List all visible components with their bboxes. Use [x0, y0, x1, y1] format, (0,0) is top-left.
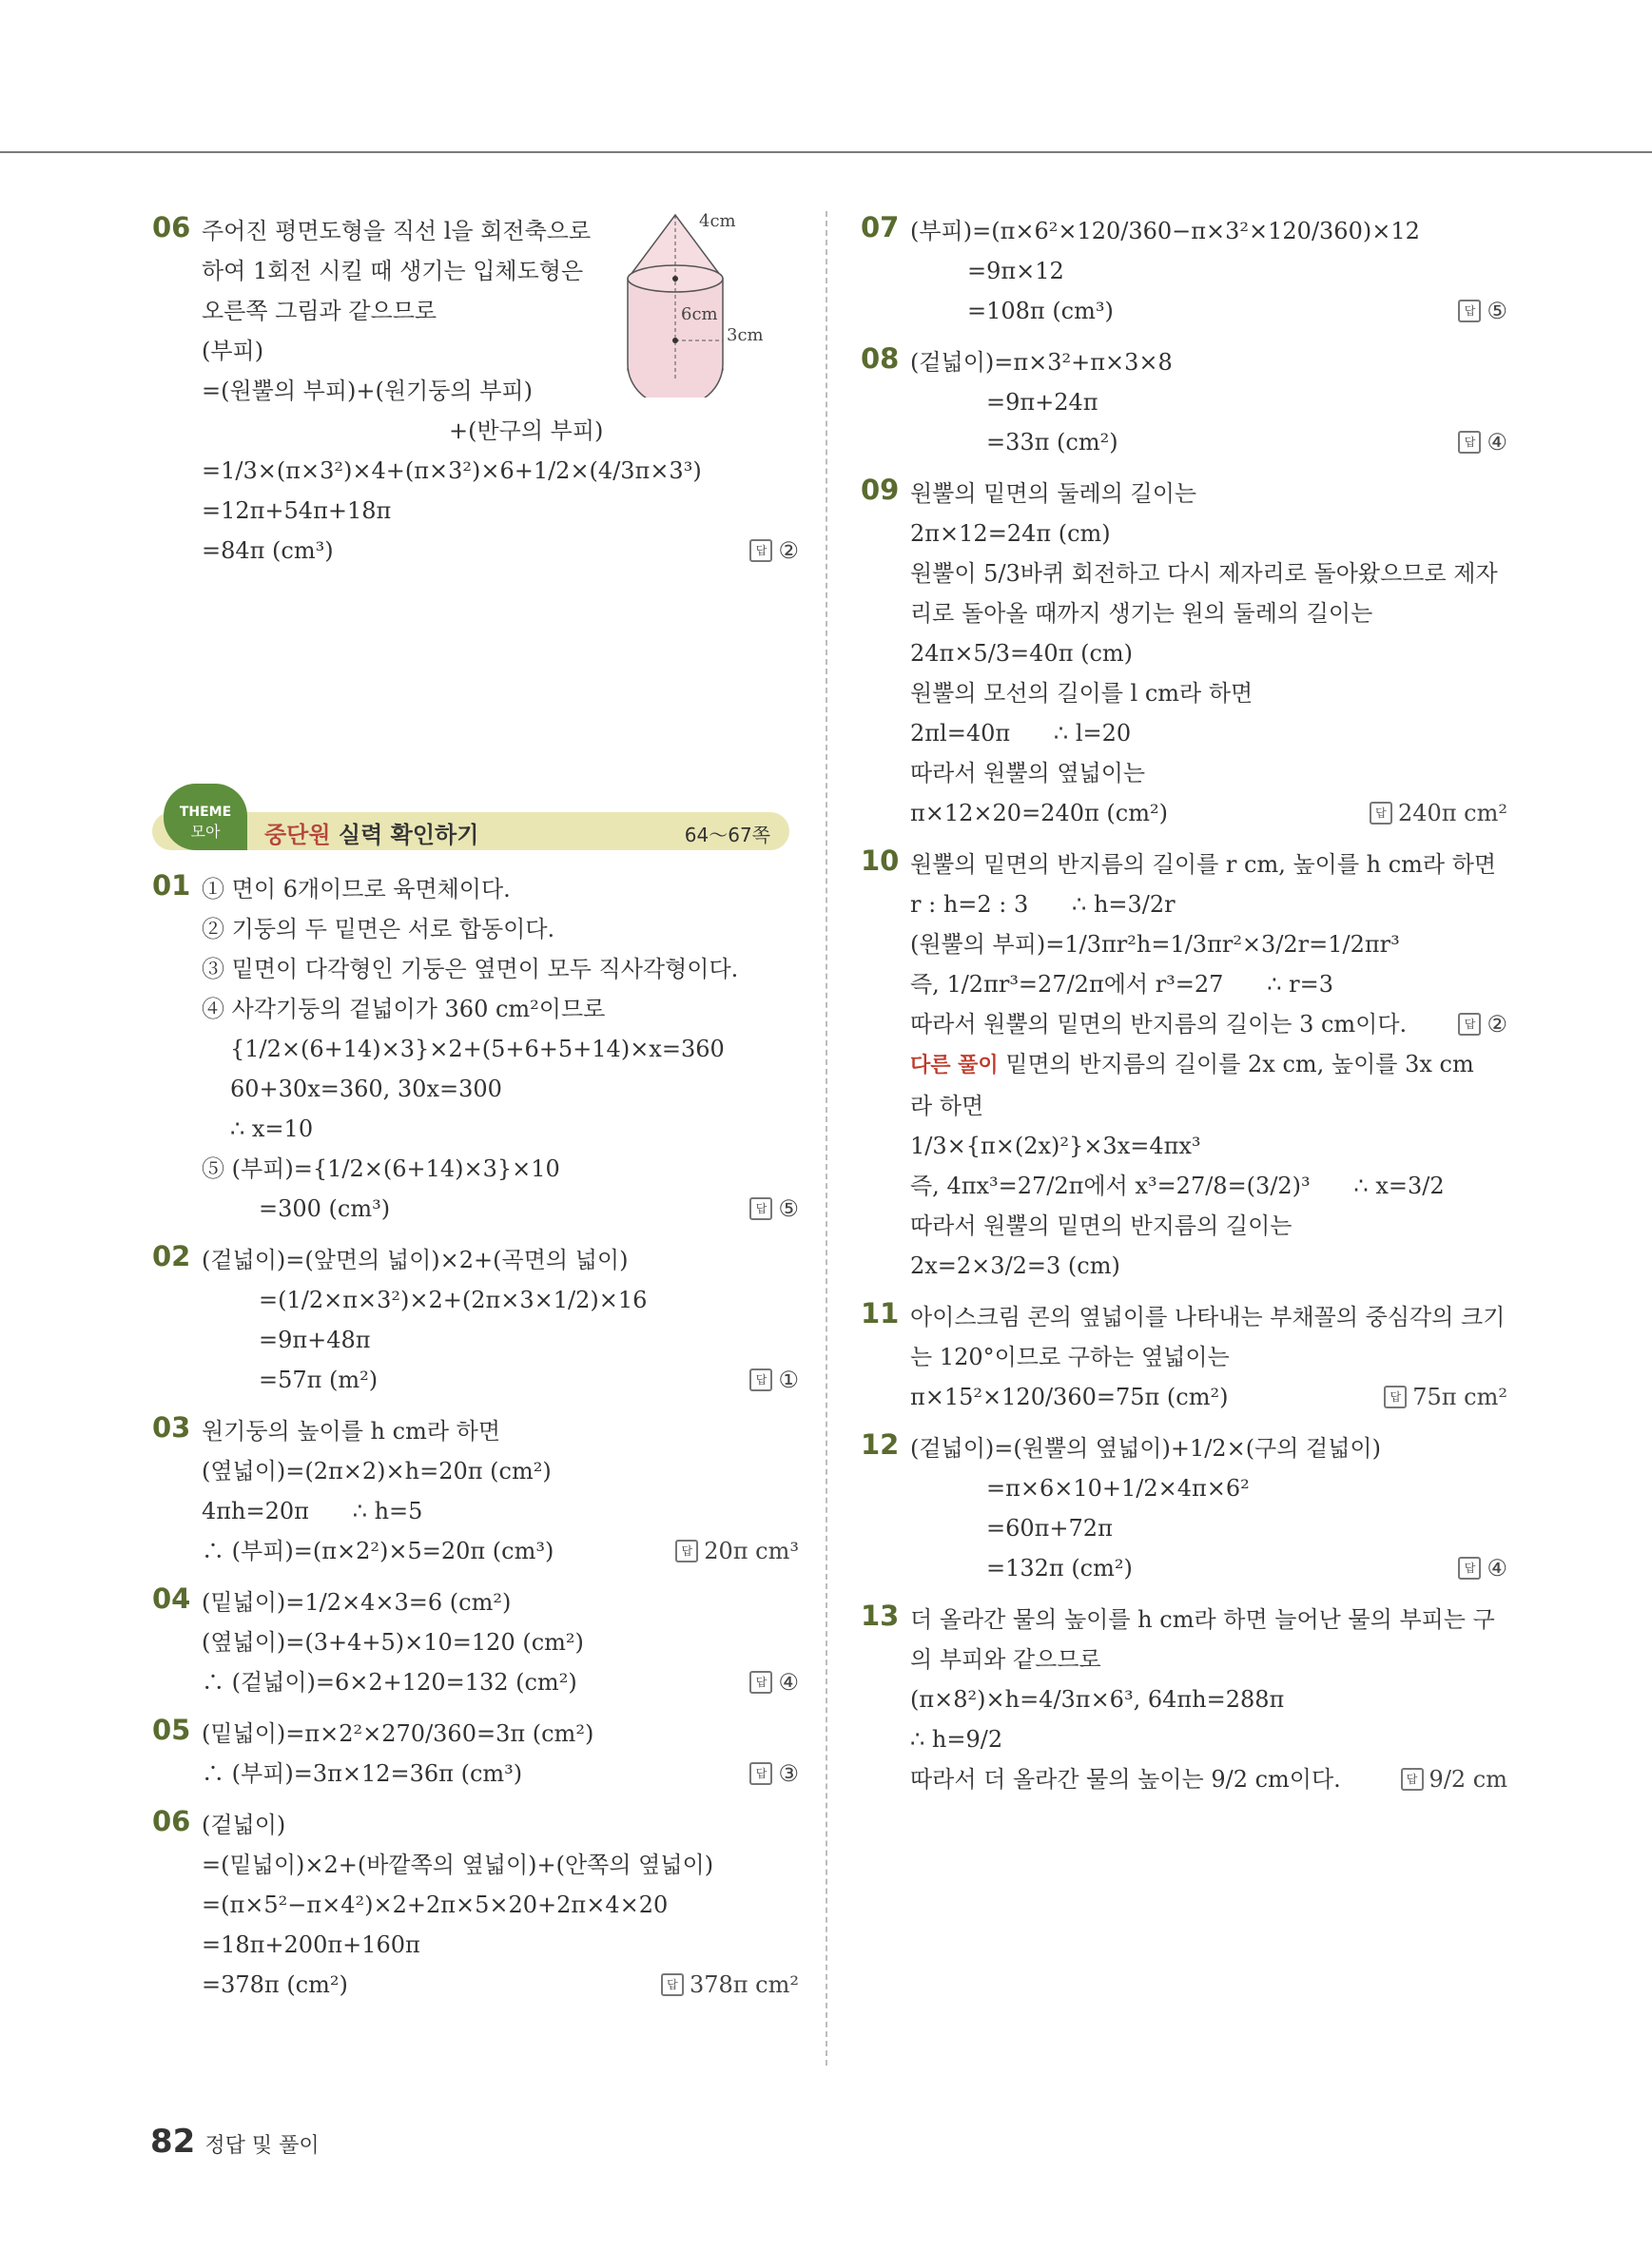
solution-line: 따라서 더 올라간 물의 높이는 9/2 cm이다.	[910, 1766, 1341, 1793]
alt-solution-label: 다른 풀이	[910, 1054, 999, 1077]
figure-label-top: 4cm	[699, 211, 736, 231]
solution-line: 라 하면	[910, 1093, 984, 1119]
alt-solution-line	[910, 1044, 1507, 1086]
answer-icon: 답	[1384, 1386, 1407, 1408]
problem-number: 13	[861, 1600, 900, 1632]
solution-line: 더 올라간 물의 높이를 h cm라 하면 늘어난 물의 부피는 구	[910, 1606, 1495, 1633]
problem-number: 02	[152, 1240, 191, 1272]
answer-icon: 답	[1458, 300, 1481, 322]
solution-line: ① 면이 6개이므로 육면체이다.	[202, 876, 511, 902]
solution-line: 원기둥의 높이를 h cm라 하면	[202, 1418, 501, 1445]
theme-badge-top: THEME	[179, 805, 232, 820]
problem-03	[152, 1411, 799, 1571]
problem-01	[152, 869, 799, 1229]
problem-number: 06	[152, 211, 191, 243]
solution-line: =108π (cm³)	[967, 298, 1114, 324]
answer-icon: 답	[749, 1368, 772, 1391]
problem-09	[861, 474, 1507, 833]
answer-icon: 답	[1401, 1768, 1424, 1791]
solution-line: (밑넓이)=π×2²×270/360=3π (cm²)	[202, 1720, 594, 1747]
answer	[1458, 298, 1507, 324]
solution-line: 오른쪽 그림과 같으므로	[202, 298, 437, 324]
solution-line: +(반구의 부피)	[449, 417, 604, 444]
solution-line: (겉넓이)	[202, 1812, 286, 1838]
problem-number: 12	[861, 1428, 900, 1461]
solution-line: =378π (cm²)	[202, 1971, 348, 1998]
solution-line: ∴ x=10	[230, 1116, 314, 1142]
answer-value: ④	[1487, 429, 1507, 456]
problem-number: 09	[861, 474, 900, 506]
solution-line: π×12×20=240π (cm²)	[910, 800, 1168, 826]
solution-line: =18π+200π+160π	[202, 1931, 420, 1958]
solution-line: 4πh=20π ∴ h=5	[202, 1498, 423, 1524]
solution-line: =132π (cm²)	[986, 1555, 1133, 1582]
solution-line: 원뿔의 밑면의 반지름의 길이를 r cm, 높이를 h cm라 하면	[910, 851, 1497, 878]
solution-line: =(원뿔의 부피)+(원기둥의 부피)	[202, 378, 533, 404]
solution-line: π×15²×120/360=75π (cm²)	[910, 1384, 1229, 1410]
answer	[749, 1367, 799, 1393]
page-footer	[150, 2123, 320, 2161]
alt-solution-text: 밑면의 반지름의 길이를 2x cm, 높이를 3x cm	[1005, 1051, 1474, 1077]
problem-06-top	[152, 211, 799, 611]
problem-number: 08	[861, 342, 900, 375]
answer	[1401, 1766, 1507, 1793]
solution-line: 의 부피와 같으므로	[910, 1646, 1101, 1673]
problem-08	[861, 342, 1507, 462]
solution-line: =1/3×(π×3²)×4+(π×3²)×6+1/2×(4/3π×3³)	[202, 457, 702, 484]
problem-number: 07	[861, 211, 900, 243]
solution-line: ∴ (부피)=(π×2²)×5=20π (cm³)	[202, 1538, 554, 1564]
problem-06	[152, 1805, 799, 2005]
solution-line: 1/3×{π×(2x)²}×3x=4πx³	[910, 1133, 1201, 1159]
solution-line: (옆넓이)=(3+4+5)×10=120 (cm²)	[202, 1629, 584, 1656]
answer	[749, 1760, 799, 1787]
solution-line: =9π×12	[967, 258, 1064, 284]
solution-line: 따라서 원뿔의 밑면의 반지름의 길이는 3 cm이다.	[910, 1011, 1408, 1038]
answer-value: ②	[1487, 1011, 1507, 1038]
solution-line: =33π (cm²)	[986, 429, 1118, 456]
solution-line: 원뿔이 5/3바퀴 회전하고 다시 제자리로 돌아왔으므로 제자	[910, 560, 1498, 587]
solution-line: 24π×5/3=40π (cm)	[910, 640, 1134, 667]
solution-line: 60+30x=360, 30x=300	[230, 1076, 502, 1102]
answer	[1458, 429, 1507, 456]
answer-icon: 답	[749, 1671, 772, 1694]
answer	[749, 537, 799, 564]
solution-line: ∴ (부피)=3π×12=36π (cm³)	[202, 1760, 523, 1787]
page-number: 82	[150, 2123, 196, 2161]
answer-value: ⑤	[1487, 298, 1507, 324]
answer-icon: 답	[1458, 431, 1481, 454]
solution-line: 따라서 원뿔의 밑면의 반지름의 길이는	[910, 1213, 1292, 1239]
theme-title-accent: 중단원	[264, 822, 331, 848]
problem-02	[152, 1240, 799, 1400]
solution-line: ② 기둥의 두 밑면은 서로 합동이다.	[202, 916, 555, 942]
solution-line: =60π+72π	[986, 1515, 1113, 1542]
solution-line: 2x=2×3/2=3 (cm)	[910, 1252, 1120, 1279]
problem-11	[861, 1297, 1507, 1417]
answer-icon: 답	[1458, 1557, 1481, 1580]
problem-number: 11	[861, 1297, 900, 1329]
solution-line: (부피)=(π×6²×120/360−π×3²×120/360)×12	[910, 218, 1420, 244]
header-rule	[0, 151, 1652, 153]
problem-13	[861, 1600, 1507, 1799]
answer-icon: 답	[1370, 802, 1392, 825]
solution-line: 즉, 1/2πr³=27/2π에서 r³=27 ∴ r=3	[910, 971, 1333, 998]
solution-line: (겉넓이)=π×3²+π×3×8	[910, 349, 1173, 376]
answer	[675, 1538, 799, 1564]
answer-value: 240π cm²	[1397, 800, 1507, 826]
answer-value: ③	[778, 1760, 799, 1787]
solution-line: =9π+24π	[986, 389, 1098, 416]
answer-icon: 답	[675, 1540, 698, 1562]
solution-line: =84π (cm³)	[202, 537, 334, 564]
answer	[1384, 1384, 1507, 1410]
theme-title-rest: 실력 확인하기	[338, 822, 479, 848]
answer	[749, 1195, 799, 1222]
solution-line: 원뿔의 밑면의 둘레의 길이는	[910, 480, 1197, 507]
answer-value: ②	[778, 537, 799, 564]
solution-line: (겉넓이)=(원뿔의 옆넓이)+1/2×(구의 겉넓이)	[910, 1435, 1381, 1462]
theme-header	[152, 784, 789, 854]
solution-line: =(밑넓이)×2+(바깥쪽의 옆넓이)+(안쪽의 옆넓이)	[202, 1852, 714, 1878]
solution-line: ∴ h=9/2	[910, 1726, 1003, 1753]
solution-line: =π×6×10+1/2×4π×6²	[986, 1475, 1250, 1502]
answer-value: 75π cm²	[1412, 1384, 1507, 1410]
solution-line: =57π (m²)	[259, 1367, 379, 1393]
solution-line: (부피)	[202, 338, 264, 364]
problem-number: 04	[152, 1582, 191, 1615]
solution-line: r : h=2 : 3 ∴ h=3/2r	[910, 891, 1176, 918]
footer-label: 정답 및 풀이	[204, 2134, 320, 2158]
answer	[1458, 1011, 1507, 1038]
solution-line: (밑넓이)=1/2×4×3=6 (cm²)	[202, 1589, 512, 1616]
solution-line: 아이스크림 콘의 옆넓이를 나타내는 부채꼴의 중심각의 크기	[910, 1304, 1506, 1330]
problem-12	[861, 1428, 1507, 1588]
answer-value: ④	[1487, 1555, 1507, 1582]
solution-line: ∴ (겉넓이)=6×2+120=132 (cm²)	[202, 1669, 577, 1696]
problem-number: 03	[152, 1411, 191, 1444]
solution-line: 2π×12=24π (cm)	[910, 520, 1111, 547]
theme-pages: 64～67쪽	[684, 824, 770, 846]
answer-icon: 답	[749, 1762, 772, 1785]
problem-number: 01	[152, 869, 191, 902]
solution-line: 2πl=40π ∴ l=20	[910, 720, 1132, 747]
solution-line: ⑤ (부피)={1/2×(6+14)×3}×10	[202, 1155, 560, 1182]
theme-badge-bottom: 모아	[190, 823, 221, 841]
solution-line: 원뿔의 모선의 길이를 l cm라 하면	[910, 680, 1254, 707]
solution-line: 하여 1회전 시킬 때 생기는 입체도형은	[202, 258, 584, 284]
solution-line: {1/2×(6+14)×3}×2+(5+6+5+14)×x=360	[230, 1036, 725, 1062]
answer	[1370, 800, 1507, 826]
answer-icon: 답	[1458, 1013, 1481, 1036]
solution-line: 는 120°이므로 구하는 옆넓이는	[910, 1344, 1230, 1370]
answer-value: 9/2 cm	[1428, 1766, 1507, 1793]
answer-value: 378π cm²	[689, 1971, 799, 1998]
answer-icon: 답	[749, 539, 772, 562]
answer	[661, 1971, 799, 1998]
solution-line: =(1/2×π×3²)×2+(2π×3×1/2)×16	[259, 1287, 648, 1313]
theme-title	[264, 816, 478, 849]
solution-line: 리로 돌아올 때까지 생기는 원의 둘레의 길이는	[910, 600, 1373, 627]
problem-number: 10	[861, 844, 900, 877]
solution-line: =(π×5²−π×4²)×2+2π×5×20+2π×4×20	[202, 1892, 669, 1918]
problem-number: 06	[152, 1805, 191, 1837]
column-divider	[826, 211, 827, 2066]
answer	[1458, 1555, 1507, 1582]
solid-figure	[609, 207, 770, 398]
solution-line: (π×8²)×h=4/3π×6³, 64πh=288π	[910, 1686, 1285, 1713]
answer-value: ④	[778, 1669, 799, 1696]
theme-badge	[164, 784, 247, 850]
solution-line: =9π+48π	[259, 1327, 371, 1353]
solution-line: 주어진 평면도형을 직선 l을 회전축으로	[202, 218, 592, 244]
solution-line: =300 (cm³)	[259, 1195, 391, 1222]
solution-line: 따라서 원뿔의 옆넓이는	[910, 760, 1146, 786]
solution-line: 즉, 4πx³=27/2π에서 x³=27/8=(3/2)³ ∴ x=3/2	[910, 1173, 1445, 1199]
right-column	[861, 211, 1507, 1811]
solution-line: (겉넓이)=(앞면의 넓이)×2+(곡면의 넓이)	[202, 1247, 629, 1273]
solution-line: (원뿔의 부피)=1/3πr²h=1/3πr²×3/2r=1/2πr³	[910, 931, 1400, 958]
problem-07	[861, 211, 1507, 331]
figure-label-side: 3cm	[727, 325, 764, 345]
answer	[749, 1669, 799, 1696]
answer-icon: 답	[749, 1197, 772, 1220]
problem-05	[152, 1714, 799, 1794]
solution-line: =12π+54π+18π	[202, 497, 392, 524]
answer-icon: 답	[661, 1973, 684, 1996]
problem-number: 05	[152, 1714, 191, 1746]
problem-10	[861, 844, 1507, 1286]
answer-value: ①	[778, 1367, 799, 1393]
answer-value: 20π cm³	[704, 1538, 799, 1564]
solution-line: ③ 밑면이 다각형인 기둥은 옆면이 모두 직사각형이다.	[202, 956, 739, 982]
problem-04	[152, 1582, 799, 1702]
answer-value: ⑤	[778, 1195, 799, 1222]
left-column	[152, 211, 799, 2016]
solution-line: (옆넓이)=(2π×2)×h=20π (cm²)	[202, 1458, 552, 1484]
figure-label-mid: 6cm	[681, 304, 718, 324]
solution-line: ④ 사각기둥의 겉넓이가 360 cm²이므로	[202, 996, 606, 1022]
